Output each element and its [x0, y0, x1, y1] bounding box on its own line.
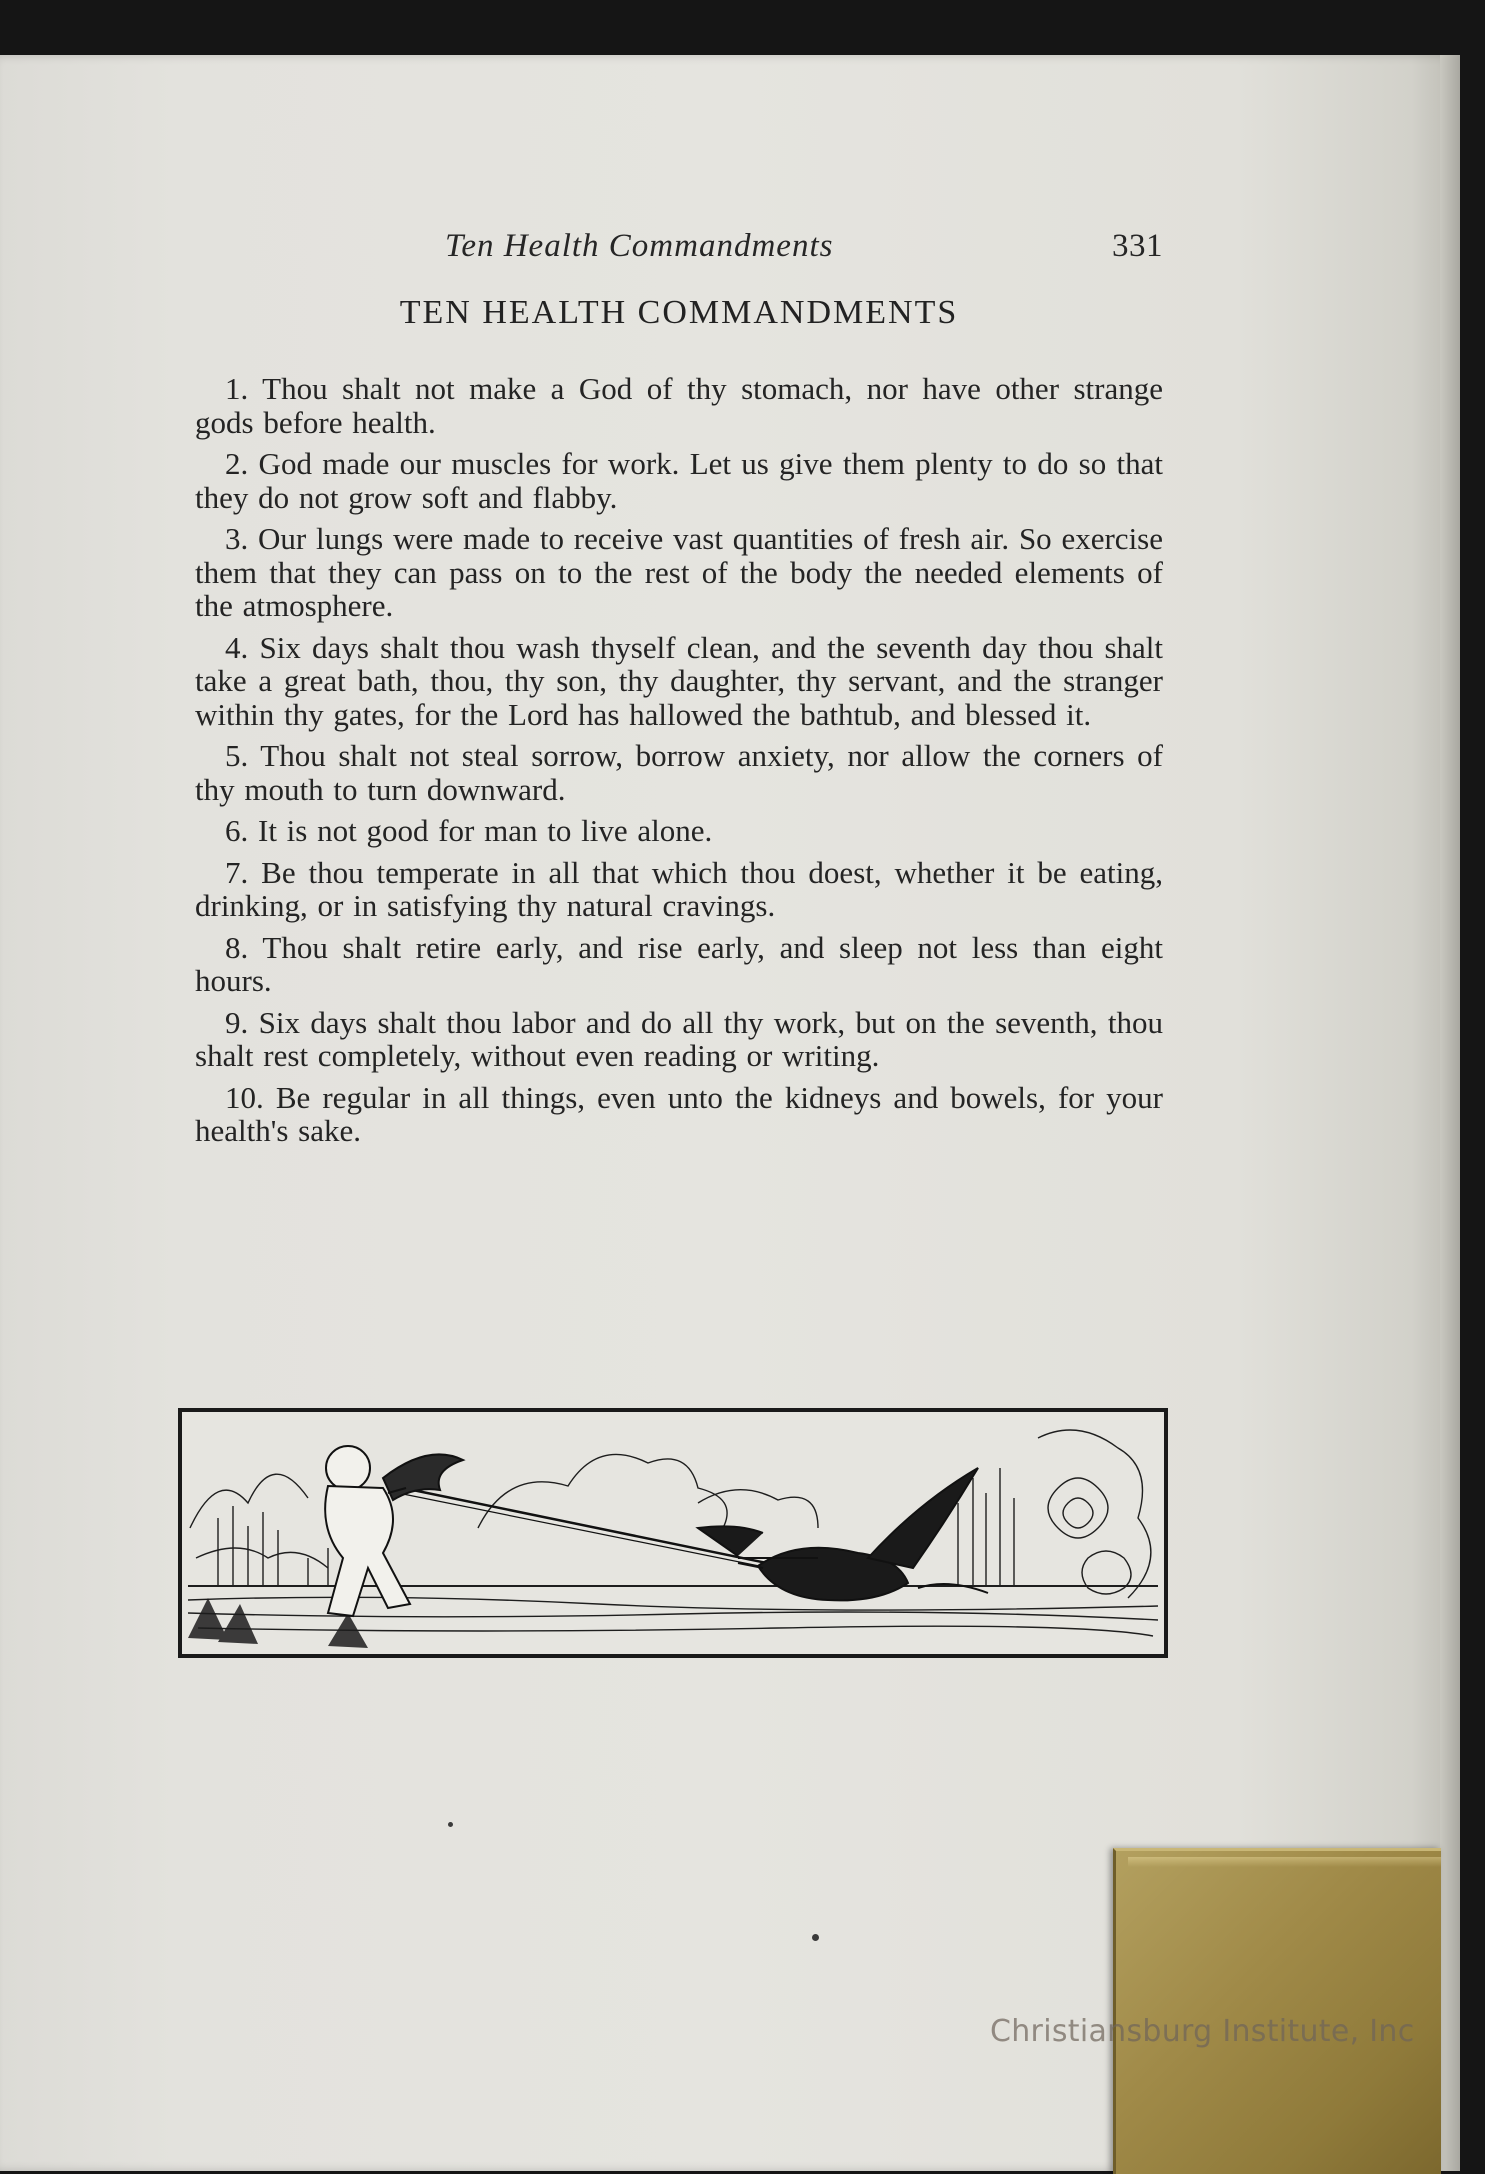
commandment-3: 3. Our lungs were made to receive vast quantities of fresh air. So exercise them that they can pass on to the rest of the body the needed elements of the atmosphere.	[195, 521, 1163, 623]
gold-bookmark	[1113, 1848, 1441, 2174]
running-head-title: Ten Health Commandments	[445, 228, 834, 264]
commandment-10: 10. Be regular in all things, even unto the kidneys and bowels, for your health's sake.	[195, 1079, 1163, 1148]
running-head	[195, 228, 1163, 272]
page-number: 331	[1112, 228, 1163, 264]
commandment-8: 8. Thou shalt retire early, and rise early, and sleep not less than eight hours.	[195, 929, 1163, 998]
page-title: TEN HEALTH COMMANDMENTS	[399, 294, 959, 331]
paper-speck-2	[812, 1934, 819, 1941]
page-edge	[1440, 55, 1460, 2171]
commandment-2: 2. God made our muscles for work. Let us give them plenty to do so that they do not grow soft and flabby.	[195, 446, 1163, 515]
commandment-1: 1. Thou shalt not make a God of thy stomach, nor have other strange gods before health.	[195, 371, 1163, 440]
commandment-7: 7. Be thou temperate in all that which thou doest, whether it be eating, drinking, or in satisfying thy natural cravings.	[195, 854, 1163, 923]
paper-speck-1	[448, 1822, 453, 1827]
commandment-4: 4. Six days shalt thou wash thyself clean, and the seventh day thou shalt take a great bath, thou, thy son, thy daughter, thy servant, and the stranger within thy gates, for the Lord has hallowed the bathtub, and blessed it.	[195, 629, 1163, 732]
commandment-9: 9. Six days shalt thou labor and do all thy work, but on the seventh, thou shalt rest completely, without even reading or writing.	[195, 1004, 1163, 1073]
commandment-5: 5. Thou shalt not steal sorrow, borrow anxiety, nor allow the corners of thy mouth to turn downward.	[195, 738, 1163, 807]
cupid-and-bird-illustration	[178, 1408, 1168, 1658]
commandment-6: 6. It is not good for man to live alone.	[225, 813, 713, 848]
commandments-list	[195, 372, 1163, 1156]
watermark: Christiansburg Institute, Inc	[990, 2014, 1415, 2049]
